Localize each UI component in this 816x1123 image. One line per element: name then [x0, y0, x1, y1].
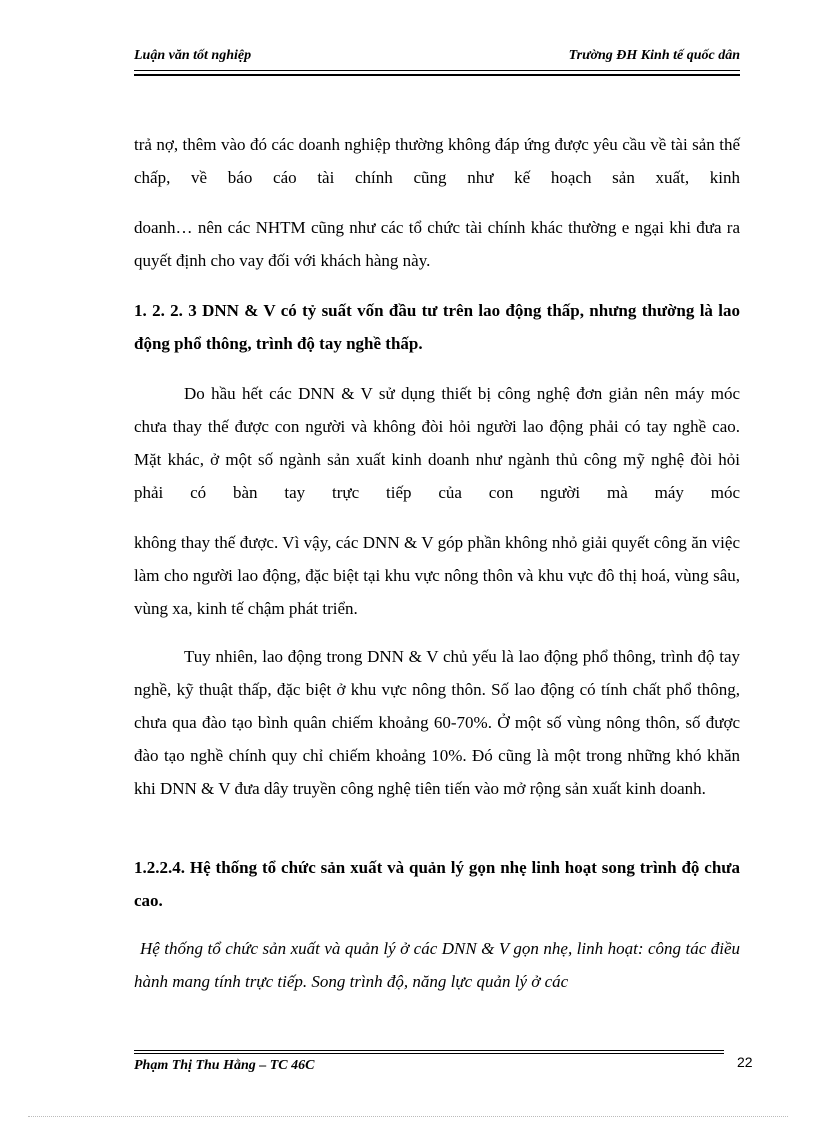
paragraph-1a: trả nợ, thêm vào đó các doanh nghiệp thường không đáp ứng được yêu cầu về tài sản thế chấp, về báo cáo tài chính cũng như kế hoạch sản xuất, kinh — [134, 135, 740, 187]
page-number: 22 — [737, 1054, 753, 1070]
paragraph-2b: không thay thế được. Vì vậy, các DNN & V góp phần không nhỏ giải quyết công ăn việc làm cho người lao động, đặc biệt tại khu vực nông thôn và khu vực đô thị hoá, vùng sâu, vùng xa, kinh tế chậm phát triển. — [134, 533, 740, 618]
header-thesis-label: Luận văn tốt nghiệp — [134, 48, 252, 63]
paragraph-4: Hệ thống tổ chức sản xuất và quản lý ở các DNN & V gọn nhẹ, linh hoạt: công tác điều hành mang tính trực tiếp. Song trình độ, năng lực quản lý ở các — [134, 939, 740, 991]
paragraph-3: Tuy nhiên, lao động trong DNN & V chủ yếu là lao động phổ thông, trình độ tay nghề, kỹ thuật thấp, đặc biệt ở khu vực nông thôn. Số lao động có tính chất phổ thông, chưa qua đào tạo bình quân chiếm khoảng 60-70%. Ở một số vùng nông thôn, số được đào tạo nghề chính quy chỉ chiếm khoảng 10%. Đó cũng là một trong những khó khăn khi DNN & V đưa dây truyền công nghệ tiên tiến vào mở rộng sản xuất kinh doanh. — [134, 647, 740, 798]
footer-rule — [134, 1050, 724, 1056]
page-header — [134, 48, 740, 68]
page-bottom-divider — [28, 1116, 788, 1117]
section-heading-1-2-2-4: 1.2.2.4. Hệ thống tổ chức sản xuất và quản lý gọn nhẹ linh hoạt song trình độ chưa cao. — [134, 858, 740, 910]
footer-author: Phạm Thị Thu Hằng – TC 46C — [134, 1058, 315, 1073]
section-heading-1-2-2-3: 1. 2. 2. 3 DNN & V có tỷ suất vốn đầu tư trên lao động thấp, nhưng thường là lao động phổ thông, trình độ tay nghề thấp. — [134, 301, 740, 353]
header-rule-thick — [134, 74, 740, 76]
header-rule — [134, 70, 740, 71]
header-university: Trường ĐH Kinh tế quốc dân — [568, 48, 740, 63]
paragraph-2a: Do hầu hết các DNN & V sử dụng thiết bị công nghệ đơn giản nên máy móc chưa thay thế được con người và không đòi hỏi người lao động phải có tay nghề cao. Mặt khác, ở một số ngành sản xuất kinh doanh như ngành thủ công mỹ nghệ đòi hỏi phải có bàn tay trực tiếp của con người mà máy móc — [134, 384, 740, 502]
paragraph-1b: doanh… nên các NHTM cũng như các tổ chức tài chính khác thường e ngại khi đưa ra quyết định cho vay đối với khách hàng này. — [134, 218, 740, 270]
